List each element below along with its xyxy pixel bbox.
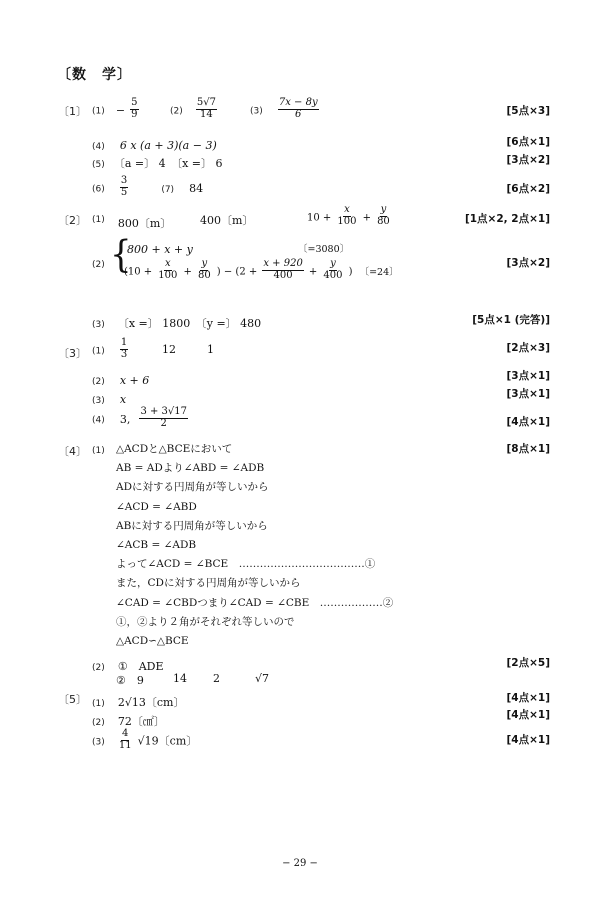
q5-a1: 2√13〔cm〕 bbox=[117, 696, 185, 709]
q2-a1c-pre: 10 + bbox=[307, 212, 332, 224]
q5-points-1: [4点×1] bbox=[506, 692, 550, 704]
q2-eq2-a: (10 + bbox=[124, 266, 153, 278]
q3-a1c: 1 bbox=[207, 343, 214, 356]
q3-a3: x bbox=[119, 393, 127, 406]
q1-points-1: [5点×3] bbox=[506, 105, 550, 117]
q1-a1-num: 5 bbox=[131, 97, 138, 108]
q2-points-1: [1点×2, 2点×1] bbox=[464, 213, 550, 225]
q1-a1-den: 9 bbox=[131, 108, 138, 120]
q1-a2-fraction bbox=[196, 98, 217, 120]
proof-line-9: ∠CAD = ∠CBDつまり∠CAD = ∠CBE ………………② bbox=[116, 596, 394, 609]
q1-row-2 bbox=[170, 98, 217, 120]
q2-eq1 bbox=[127, 243, 193, 256]
q5-sub2: (2) bbox=[92, 718, 105, 728]
q2-points-2: [3点×2] bbox=[506, 257, 550, 269]
proof-line-4: ∠ACD = ∠ABD bbox=[116, 500, 197, 513]
q2-eq2 bbox=[124, 259, 399, 281]
question-4-label: 〔4〕 bbox=[58, 445, 87, 458]
q1-sub2: (2) bbox=[170, 106, 183, 117]
q2-eq2-f4 bbox=[322, 259, 343, 281]
proof-line-7: よって∠ACD = ∠BCE ………………………………① bbox=[116, 558, 376, 571]
q4-sub2: (2) bbox=[92, 663, 105, 673]
q1-row-1 bbox=[92, 98, 139, 120]
q1-sub6: (6) bbox=[92, 184, 105, 195]
q2-a1a: 800〔m〕 bbox=[117, 217, 172, 230]
q1-a6-fraction bbox=[120, 176, 128, 198]
q2-a3: 〔x =〕 1800 〔y =〕 480 bbox=[117, 317, 262, 330]
q2-eq2-plus1: + bbox=[183, 266, 192, 278]
question-1-label: 〔1〕 bbox=[58, 105, 87, 118]
q3-a4-den: 2 bbox=[160, 417, 167, 429]
q1-a1-sign: − bbox=[115, 103, 126, 117]
q3-a1b: 12 bbox=[162, 343, 176, 356]
q2-eq2-b: ) − (2 + bbox=[216, 266, 258, 278]
q3-row-3 bbox=[92, 388, 126, 407]
q4-points-2: [2点×5] bbox=[506, 657, 550, 669]
q2-points-3: [5点×1 (完答)] bbox=[472, 314, 550, 326]
proof-line-6: ∠ACB = ∠ADB bbox=[116, 539, 197, 552]
q5-a3-rest: √19〔cm〕 bbox=[137, 734, 198, 748]
q2-eq1-value: 〔=3080〕 bbox=[298, 244, 350, 255]
q3-a2: x + 6 bbox=[119, 374, 150, 387]
q3-a4-pre: 3, bbox=[119, 412, 131, 426]
q4-a2-r2d: √7 bbox=[255, 672, 270, 685]
question-3-label: 〔3〕 bbox=[58, 347, 87, 360]
q4-a2-r2b: 14 bbox=[173, 672, 187, 685]
q1-points-4: [6点×1] bbox=[506, 136, 550, 148]
q2-eq2-f2 bbox=[197, 259, 212, 281]
q3-a1-num: 1 bbox=[120, 337, 128, 348]
page-title: 〔数 学〕 bbox=[57, 67, 132, 83]
q2-eq2-value: 〔=24〕 bbox=[359, 266, 399, 278]
q1-points-6: [6点×2] bbox=[506, 183, 550, 195]
q2-sub1: (1) bbox=[92, 215, 105, 225]
proof-line-1: △ACDと△BCEにおいて bbox=[116, 443, 233, 455]
q2-eq2-f1-den: 100 bbox=[158, 269, 178, 281]
q2-a1c-plus: + bbox=[362, 212, 371, 224]
question-5-label: 〔5〕 bbox=[58, 693, 87, 706]
q1-sub4: (4) bbox=[92, 142, 105, 152]
q1-a6-den: 5 bbox=[120, 186, 128, 198]
q4-sub1: (1) bbox=[92, 446, 105, 456]
q4-proof bbox=[116, 440, 393, 651]
q3-points-1: [2点×3] bbox=[506, 342, 550, 354]
q4-points-1: [8点×1] bbox=[506, 443, 550, 455]
q2-a1c bbox=[307, 205, 391, 227]
q5-sub3: (3) bbox=[92, 737, 105, 748]
q4-a2-row1: ① ADE bbox=[117, 660, 164, 673]
q2-a1b: 400〔m〕 bbox=[200, 214, 254, 227]
q1-row-4 bbox=[92, 134, 217, 153]
q2-eq2-f1 bbox=[157, 259, 178, 281]
q2-eq2-f3 bbox=[262, 259, 303, 281]
q2-eq2-f4-den: 400 bbox=[323, 269, 343, 281]
q2-eq1-text: 800 + x + y bbox=[127, 243, 193, 256]
q2-a1c-f1-den: 100 bbox=[337, 215, 357, 227]
proof-line-8: また，CDに対する円周角が等しいから bbox=[116, 577, 301, 590]
q1-row-5 bbox=[92, 152, 223, 171]
q1-row-3 bbox=[250, 98, 319, 120]
q1-sub7: (7) bbox=[161, 184, 175, 195]
proof-line-2: AB = ADより∠ABD = ∠ADB bbox=[116, 462, 265, 475]
q3-sub2: (2) bbox=[92, 377, 105, 387]
q3-points-4: [4点×1] bbox=[506, 416, 550, 428]
q2-a1c-f2 bbox=[376, 205, 391, 227]
q2-eq2-f4-num: y bbox=[330, 258, 336, 269]
q1-a5: 〔a =〕 4 〔x =〕 6 bbox=[113, 157, 223, 170]
q3-row-1 bbox=[92, 338, 128, 360]
proof-line-5: ABに対する円周角が等しいから bbox=[116, 519, 268, 532]
q2-a1c-f2-num: y bbox=[380, 204, 387, 215]
q3-sub1: (1) bbox=[92, 346, 105, 357]
q1-a2-num: 5√7 bbox=[196, 97, 216, 108]
q1-sub1: (1) bbox=[92, 106, 105, 117]
q1-a1-fraction bbox=[130, 98, 138, 120]
q3-row-4 bbox=[92, 407, 188, 429]
q5-a3-den: 11 bbox=[118, 739, 132, 751]
q2-row-3 bbox=[92, 312, 261, 331]
q1-a3-fraction bbox=[278, 98, 319, 120]
q2-a1c-f1 bbox=[336, 205, 357, 227]
q1-a6-num: 3 bbox=[120, 175, 128, 186]
q2-a1c-f1-num: x bbox=[344, 204, 350, 215]
q5-points-3: [4点×1] bbox=[506, 734, 550, 746]
q2-eq2-plus2: + bbox=[308, 266, 318, 278]
q2-sub3: (3) bbox=[92, 320, 105, 330]
q3-row-2 bbox=[92, 369, 149, 388]
q1-points-5: [3点×2] bbox=[506, 154, 550, 166]
q2-sub2: (2) bbox=[92, 260, 105, 270]
q5-a2: 72〔㎠〕 bbox=[117, 715, 165, 728]
proof-line-3: ADに対する円周角が等しいから bbox=[116, 481, 269, 494]
q1-a4: 6 x (a + 3)(a − 3) bbox=[119, 139, 217, 152]
q3-sub3: (3) bbox=[92, 396, 105, 406]
proof-line-11: △ACD∽△BCE bbox=[116, 635, 189, 648]
q1-row-6 bbox=[92, 176, 203, 198]
q5-points-2: [4点×1] bbox=[506, 709, 550, 721]
q2-eq2-f2-num: y bbox=[201, 258, 208, 269]
q3-points-3: [3点×1] bbox=[506, 388, 550, 400]
q5-a3-num: 4 bbox=[122, 728, 129, 739]
q3-a1-den: 3 bbox=[120, 348, 128, 360]
q2-brace: { bbox=[110, 233, 132, 277]
q5-a3-fraction bbox=[118, 729, 133, 751]
q1-sub3: (3) bbox=[250, 106, 263, 117]
q2-eq2-f3-den: 400 bbox=[273, 269, 293, 281]
page-number: − 29 − bbox=[282, 858, 318, 869]
q3-sub4: (4) bbox=[92, 415, 105, 426]
q3-a1-fraction bbox=[120, 338, 128, 360]
q5-row-2 bbox=[92, 710, 165, 729]
q5-sub1: (1) bbox=[92, 699, 105, 709]
q4-a2-r2c: 2 bbox=[213, 672, 220, 685]
q2-row-1 bbox=[92, 207, 172, 230]
q5-row-1 bbox=[92, 691, 184, 710]
q2-eq2-f3-num: x + 920 bbox=[263, 258, 303, 269]
q1-a2-den: 14 bbox=[200, 108, 213, 120]
q1-a3-num: 7x − 8y bbox=[278, 97, 318, 108]
q3-a4-num: 3 + 3√17 bbox=[140, 406, 187, 417]
proof-line-10: ①，②より２角がそれぞれ等しいので bbox=[116, 615, 295, 628]
q5-row-3 bbox=[92, 729, 197, 751]
q3-a4-fraction bbox=[139, 407, 188, 429]
q2-eq2-f2-den: 80 bbox=[197, 269, 211, 281]
q4-a2-r2a: ② 9 bbox=[116, 674, 144, 687]
q1-a7: 84 bbox=[189, 181, 204, 195]
q1-a3-den: 6 bbox=[295, 108, 302, 120]
q3-points-2: [3点×1] bbox=[506, 370, 550, 382]
q2-eq2-c: ) bbox=[348, 266, 353, 278]
q2-a1c-f2-den: 80 bbox=[377, 215, 390, 227]
q2-eq2-f1-num: x bbox=[165, 258, 171, 269]
question-2-label: 〔2〕 bbox=[58, 214, 87, 227]
q1-sub5: (5) bbox=[92, 160, 105, 170]
